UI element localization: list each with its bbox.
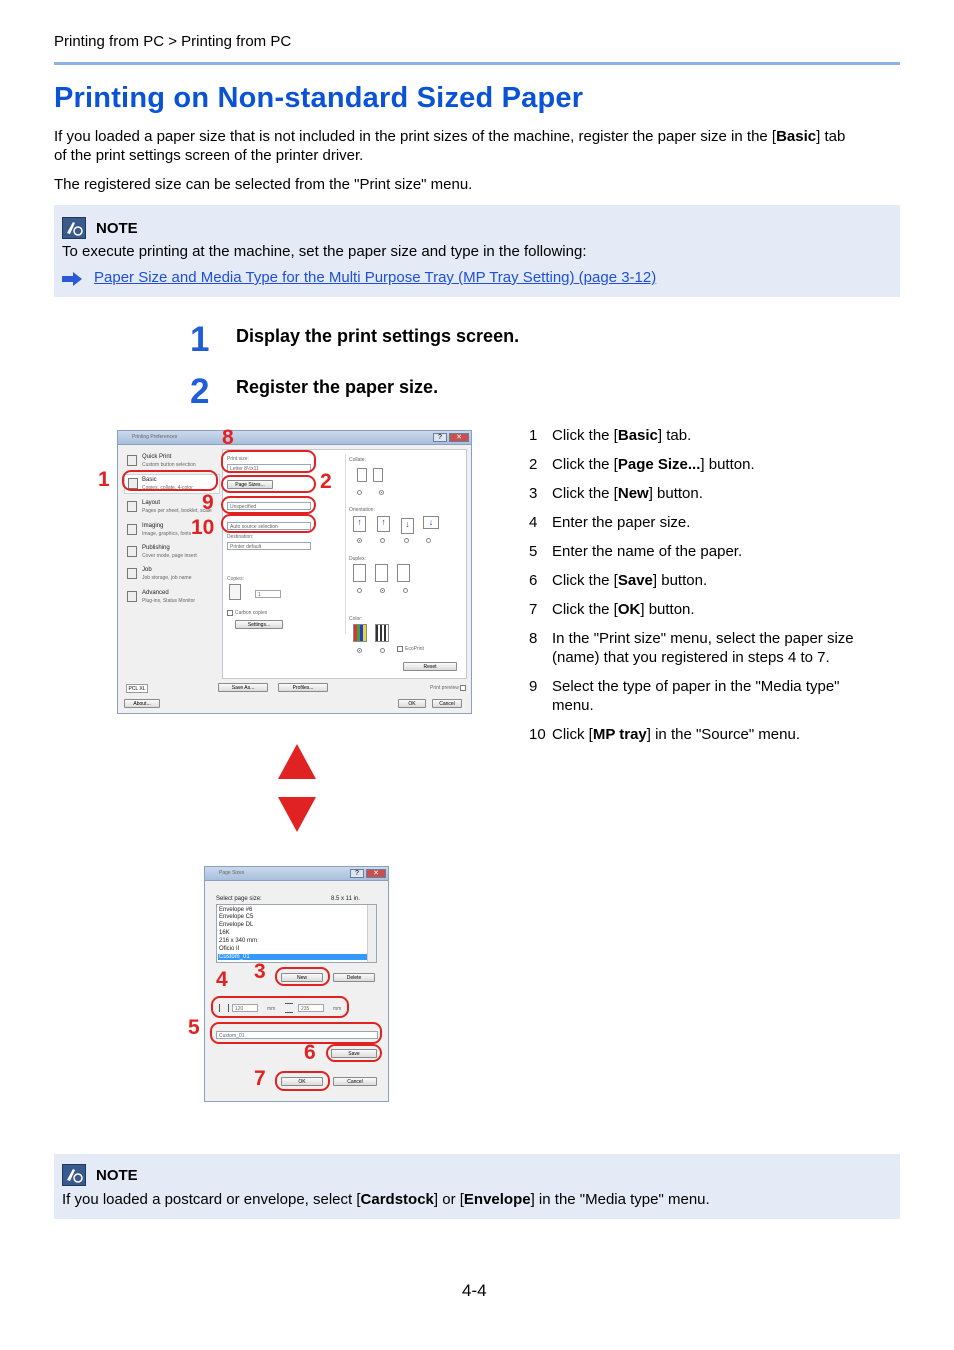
duplex-icons <box>353 564 423 584</box>
highlight-size-inputs <box>211 996 349 1018</box>
orientation-portrait-radio[interactable] <box>357 538 362 543</box>
highlight-new-button <box>275 967 330 986</box>
width-input[interactable]: 120 <box>232 1004 258 1012</box>
panel-divider <box>345 454 346 634</box>
sidebar-item-quick-print[interactable]: Quick Print Custom button selection <box>124 451 220 471</box>
duplex-off-radio[interactable] <box>357 588 362 593</box>
color-mode-icons <box>353 624 393 644</box>
step-1-number: 1 <box>190 320 210 359</box>
pcl-xl-badge: PCL XL <box>126 684 148 693</box>
step-2-text: Register the paper size. <box>236 377 439 397</box>
duplex-short-radio[interactable] <box>403 588 408 593</box>
list-item-selected[interactable]: Custom_01 <box>218 954 367 960</box>
height-input[interactable]: 235 <box>298 1004 324 1012</box>
page-sizes-dialog: Page Sizes ? ✕ Select page size: 8.5 x 11 in. Envelope #6 Envelope C5 Envelope DL 16K 216 x 340 mm Oficio II Custom_01 New Delete 120 mm 235 mm Custom_01 Save OK Cancel <box>204 866 389 1102</box>
note-box <box>54 1154 900 1219</box>
highlight-basic-tab <box>122 470 218 491</box>
cancel-button[interactable]: Cancel <box>333 1077 377 1086</box>
destination-select[interactable]: Printer default <box>227 542 311 550</box>
callout-4: 4 <box>216 968 228 991</box>
collate-icons <box>357 468 387 492</box>
publishing-icon <box>127 546 137 557</box>
list-item[interactable]: 216 x 340 mm <box>219 938 258 944</box>
cancel-button[interactable]: Cancel <box>432 699 462 708</box>
intro-paragraph-2: The registered size can be selected from the "Print size" menu. <box>54 176 473 193</box>
intro-paragraph-1: If you loaded a paper size that is not included in the print sizes of the machine, register the paper size in the [Basic] tab of the print settings screen of the printer driver. <box>54 128 846 164</box>
dialog-titlebar: Page Sizes ? ✕ <box>205 867 388 881</box>
arrow-right-icon <box>62 272 84 284</box>
highlight-source <box>221 514 316 533</box>
orientation-portrait-rotated-radio[interactable] <box>404 538 409 543</box>
page-sizes-button[interactable]: Page Sizes... <box>227 480 273 489</box>
callout-6: 6 <box>304 1041 316 1064</box>
copies-icon <box>229 584 241 600</box>
page-title: Printing on Non-standard Sized Paper <box>54 82 584 114</box>
duplex-long-radio[interactable] <box>380 588 385 593</box>
highlight-print-size <box>221 450 316 473</box>
reset-button[interactable]: Reset <box>403 662 457 671</box>
new-button[interactable]: New <box>281 973 323 982</box>
delete-button[interactable]: Delete <box>333 973 375 982</box>
note-icon <box>62 217 86 239</box>
sidebar-item-advanced[interactable]: Advanced Plug-ins, Status Monitor <box>124 587 220 607</box>
list-item[interactable]: Envelope DL <box>219 922 254 928</box>
job-icon <box>127 568 137 579</box>
list-item[interactable]: Oficio II <box>219 946 240 952</box>
orientation-landscape-radio[interactable] <box>380 538 385 543</box>
sidebar-item-job[interactable]: Job Job storage, job name <box>124 564 220 584</box>
source-select[interactable]: Auto source selection <box>227 522 311 530</box>
step-2-number: 2 <box>190 372 210 411</box>
callout-10: 10 <box>191 516 215 539</box>
note-text: If you loaded a postcard or envelope, select [Cardstock] or [Envelope] in the "Media type" menu. <box>62 1191 710 1208</box>
sidebar-item-layout[interactable]: Layout Pages per sheet, booklet, scale <box>124 497 220 517</box>
callout-2: 2 <box>320 470 332 493</box>
note-header: NOTE <box>62 1164 138 1186</box>
callout-7: 7 <box>254 1067 266 1090</box>
carbon-copies-checkbox[interactable] <box>227 610 233 616</box>
print-preview-checkbox[interactable] <box>460 685 466 691</box>
about-button[interactable]: About... <box>124 699 160 708</box>
step-1-text: Display the print settings screen. <box>236 326 520 346</box>
highlight-media-type <box>221 496 316 514</box>
profiles-button[interactable]: Profiles... <box>278 683 328 692</box>
save-as-button[interactable]: Save As... <box>218 683 268 692</box>
ok-button[interactable]: OK <box>398 699 426 708</box>
layout-icon <box>127 501 137 512</box>
callout-1: 1 <box>98 468 110 491</box>
ok-button[interactable]: OK <box>281 1077 323 1086</box>
paper-name-input[interactable]: Custom_01 <box>216 1031 378 1039</box>
settings-button[interactable]: Settings... <box>235 620 283 629</box>
highlight-ok-button <box>275 1071 330 1091</box>
color-radio[interactable] <box>357 648 362 653</box>
media-type-select[interactable]: Unspecified <box>227 502 311 510</box>
list-item[interactable]: 16K <box>219 930 230 936</box>
help-button[interactable]: ? <box>433 433 447 442</box>
highlight-name-input <box>210 1022 382 1044</box>
dialog-titlebar: Printing Preferences ? ✕ <box>118 431 471 445</box>
highlight-save-button <box>326 1044 382 1062</box>
callout-8: 8 <box>222 426 234 449</box>
list-item[interactable]: Envelope #6 <box>219 907 253 913</box>
note-header: NOTE <box>62 217 138 239</box>
orientation-icons: ↑ ↑ ↓ ↓ <box>353 516 443 534</box>
printing-preferences-dialog: Printing Preferences ? ✕ Quick Print Custom button selection Basic Copies, collate, 4-color Layout Pages per sheet, booklet, scale Imaging Image, graphics, fonts Publishing Cover mode, page insert Job Job storage, job name Advanced Plug-ins, Status Monitor Print size: Letter 8½x11 Page Sizes... Unspecified Auto source selection Destination: Printer default Copies: 1 Carbon copies Settings... Collate: Orientation: ↑ ↑ ↓ ↓ Duplex: Color: EcoPrint Reset PCL XL Save As... Profiles... Print preview About... OK Cancel <box>117 430 472 714</box>
callout-9: 9 <box>202 491 214 514</box>
sidebar-item-imaging[interactable]: Imaging Image, graphics, fonts <box>124 520 220 540</box>
imaging-icon <box>127 524 137 535</box>
basic-panel: Print size: Letter 8½x11 Page Sizes... Unspecified Auto source selection Destination: Printer default Copies: 1 Carbon copies Settings... Collate: Orientation: ↑ ↑ ↓ ↓ Duplex: Color: EcoPrint Reset <box>222 449 467 679</box>
orientation-landscape-rotated-radio[interactable] <box>426 538 431 543</box>
callout-5: 5 <box>188 1016 200 1039</box>
print-size-select[interactable]: Letter 8½x11 <box>227 464 311 472</box>
breadcrumb: Printing from PC > Printing from PC <box>54 33 292 50</box>
black-white-radio[interactable] <box>380 648 385 653</box>
note-box <box>54 205 900 297</box>
close-icon[interactable]: ✕ <box>366 869 386 878</box>
page-number: 4-4 <box>462 1281 487 1300</box>
callout-3: 3 <box>254 960 266 983</box>
header-rule <box>54 62 900 65</box>
collate-on-radio[interactable] <box>379 490 384 495</box>
scrollbar[interactable] <box>367 905 376 962</box>
highlight-page-sizes-button <box>221 475 316 493</box>
collate-off-radio[interactable] <box>357 490 362 495</box>
page-size-listbox[interactable] <box>216 904 377 963</box>
note-link-row <box>62 269 656 286</box>
copies-input[interactable]: 1 <box>255 590 281 598</box>
mp-tray-setting-link[interactable]: Paper Size and Media Type for the Multi Purpose Tray (MP Tray Setting) (page 3-12) <box>94 269 657 286</box>
quick-print-icon <box>127 455 137 466</box>
help-button[interactable]: ? <box>350 869 364 878</box>
sidebar-item-publishing[interactable]: Publishing Cover mode, page insert <box>124 542 220 562</box>
close-icon[interactable]: ✕ <box>449 433 469 442</box>
note-icon <box>62 1164 86 1186</box>
list-item[interactable]: Envelope C5 <box>219 914 254 920</box>
up-down-arrows-icon <box>277 744 317 832</box>
ecoprint-checkbox[interactable] <box>397 646 403 652</box>
note-text: To execute printing at the machine, set the paper size and type in the following: <box>62 243 587 260</box>
save-button[interactable]: Save <box>331 1049 377 1058</box>
advanced-icon <box>127 591 137 602</box>
sidebar-item-basic[interactable]: Basic Copies, collate, 4-color <box>124 474 220 494</box>
